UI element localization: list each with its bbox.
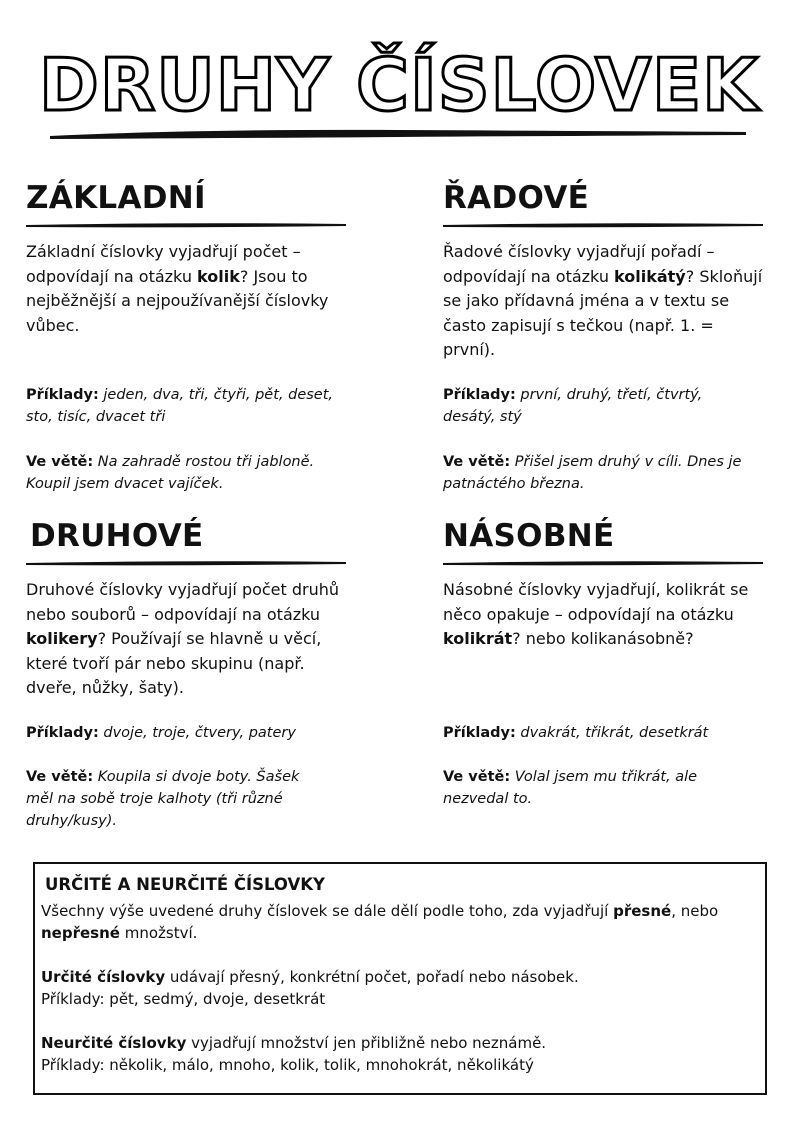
- description-text: Násobné číslovky vyjadřují, kolikrát se něco opakuje – odpovídají na otázku: [443, 580, 749, 624]
- sentence-example: [443, 766, 743, 810]
- sentence-text: Koupila si dvoje boty. Šašek měl na sobě troje kalhoty (tři různé druhy/kusy).: [26, 769, 300, 829]
- heading-underline: [26, 558, 346, 568]
- description-text: Druhové číslovky vyjadřují počet druhů nebo souborů – odpovídají na otázku: [26, 580, 340, 624]
- urcite-term: Určité číslovky: [41, 968, 166, 986]
- section-description: [26, 240, 366, 338]
- heading-underline: [26, 220, 346, 230]
- examples-label: Příklady:: [443, 387, 516, 403]
- intro-bold: přesné: [613, 902, 672, 920]
- examples: [26, 384, 356, 428]
- description-text: ? Jsou to nejběžnější a nejpoužívanější číslovky vůbec.: [26, 266, 329, 335]
- description-text: Řadové číslovky vyjadřují pořadí – odpovídají na otázku: [443, 242, 715, 286]
- neurcite-text: vyjadřují množství jen přibližně nebo neznámě.: [186, 1034, 547, 1052]
- sentence-text: Na zahradě rostou tři jabloně. Koupil jsem dvacet vajíček.: [26, 454, 315, 492]
- section-heading: DRUHOVÉ: [30, 518, 204, 554]
- intro-text: , nebo: [671, 902, 719, 920]
- examples: [443, 384, 743, 428]
- info-box-title: URČITÉ A NEURČITÉ ČÍSLOVKY: [45, 875, 325, 894]
- section-description: [443, 240, 768, 363]
- section-nasobne: [443, 516, 783, 807]
- title-underline: [48, 126, 748, 142]
- examples-text: dvoje, troje, čtvery, patery: [98, 725, 296, 741]
- intro-text: Všechny výše uvedené druhy číslovek se dále dělí podle toho, zda vyjadřují: [41, 902, 614, 920]
- sentence-example: [443, 451, 773, 495]
- neurcite-term: Neurčité číslovky: [41, 1034, 187, 1052]
- question-word: kolikátý: [614, 266, 686, 286]
- section-description: [26, 578, 351, 701]
- question-word: kolik: [197, 266, 240, 286]
- urcite-text: udávají přesný, konkrétní počet, pořadí nebo násobek.: [165, 968, 579, 986]
- intro-bold: nepřesné: [41, 924, 120, 942]
- description-text: ? Používají se hlavně u věcí, které tvoří pár nebo skupinu (např. dveře, nůžky, šaty).: [26, 629, 322, 697]
- sentence-example: [26, 451, 356, 495]
- section-heading: NÁSOBNÉ: [443, 518, 615, 554]
- sentence-label: Ve větě:: [26, 769, 94, 785]
- sentence-label: Ve větě:: [26, 454, 94, 470]
- heading-underline: [443, 220, 763, 230]
- info-box-intro: [41, 900, 753, 944]
- intro-text: množství.: [119, 924, 198, 942]
- examples: [26, 722, 356, 744]
- section-description: [443, 578, 773, 652]
- info-box: [33, 862, 767, 1095]
- sentence-example: [26, 766, 326, 832]
- urcite-examples: Příklady: pět, sedmý, dvoje, desetkrát: [41, 990, 326, 1008]
- description-text: ? Skloňují se jako přídavná jména a v textu se často zapisují s tečkou (např. 1. = první).: [443, 266, 763, 359]
- examples-text: dvakrát, třikrát, desetkrát: [515, 725, 709, 741]
- section-druhove: [26, 516, 366, 829]
- page-title: DRUHY ČÍSLOVEK: [39, 43, 759, 127]
- question-word: kolikrát: [443, 629, 513, 648]
- heading-underline: [443, 558, 763, 568]
- examples-label: Příklady:: [26, 725, 99, 741]
- section-heading: ŘADOVÉ: [443, 180, 590, 216]
- sentence-text: Volal jsem mu třikrát, ale nezvedal to.: [443, 769, 698, 807]
- neurcite-definition: [41, 1032, 753, 1054]
- examples-label: Příklady:: [443, 725, 516, 741]
- sentence-label: Ve větě:: [443, 454, 511, 470]
- sentence-label: Ve větě:: [443, 769, 511, 785]
- description-text: ? nebo kolikanásobně?: [512, 629, 694, 648]
- examples: [443, 722, 773, 744]
- examples-label: Příklady:: [26, 387, 99, 403]
- section-heading: ZÁKLADNÍ: [26, 180, 206, 216]
- section-radove: [443, 178, 783, 492]
- urcite-definition: [41, 966, 753, 988]
- section-zakladni: [26, 178, 366, 492]
- description-text: Základní číslovky vyjadřují počet – odpovídají na otázku: [26, 242, 301, 286]
- examples-text: jeden, dva, tři, čtyři, pět, deset, sto, tisíc, dvacet tři: [26, 387, 334, 425]
- question-word: kolikery: [26, 629, 98, 648]
- neurcite-examples: Příklady: několik, málo, mnoho, kolik, tolik, mnohokrát, několikátý: [41, 1056, 534, 1074]
- examples-text: první, druhý, třetí, čtvrtý, desátý, stý: [443, 387, 703, 425]
- sentence-text: Přišel jsem druhý v cíli. Dnes je patnáctého března.: [443, 454, 742, 492]
